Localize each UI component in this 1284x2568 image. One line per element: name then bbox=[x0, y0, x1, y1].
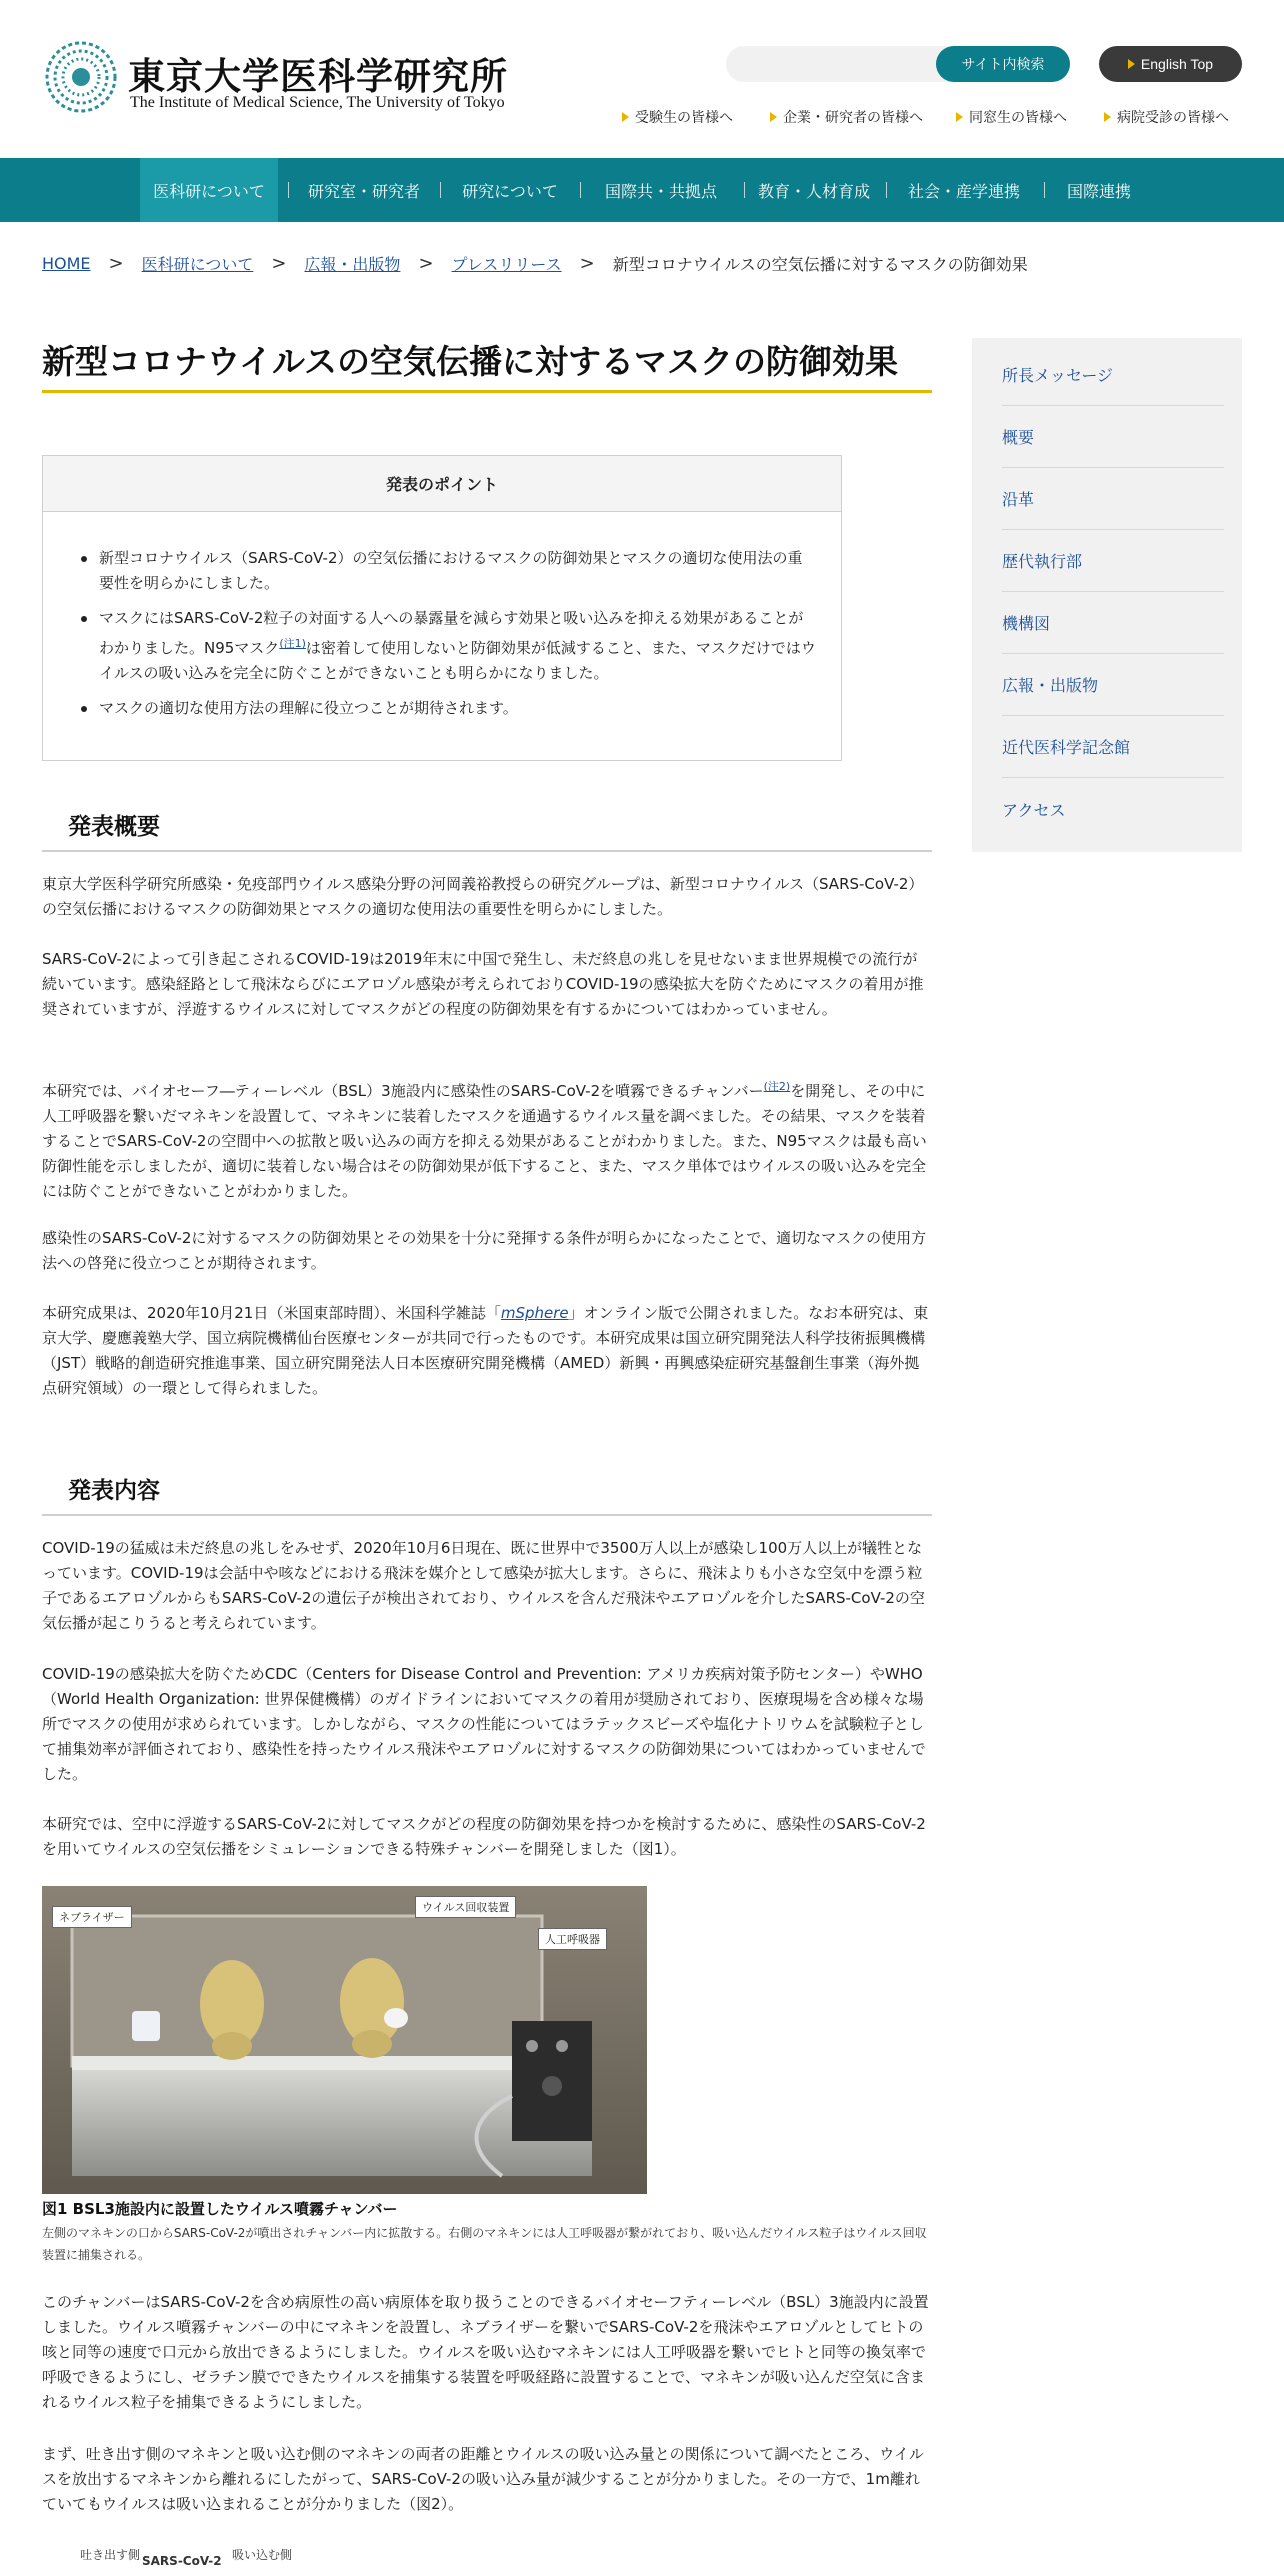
breadcrumb-current: 新型コロナウイルスの空気伝播に対するマスクの防御効果 bbox=[612, 254, 1028, 274]
logo-text-en: The Institute of Medical Science, The University of Tokyo bbox=[130, 94, 505, 111]
msphere-link[interactable]: mSphere bbox=[500, 1304, 569, 1322]
section-heading-summary: 発表概要 bbox=[42, 808, 932, 852]
nav-item-joint-usage[interactable]: 国際共・共拠点 bbox=[604, 181, 717, 201]
nav-separator bbox=[440, 182, 441, 198]
list-item: マスクにはSARS-CoV-2粒子の対面する人への暴露量を減らす効果と吸い込みを抑える効果があることがわかりました。N95マスク$^{(注1)}$は密着して使用しないと防御効果が低減すること、また、マスクだけではウイルスの吸い込みを完全に防ぐことができないことも明らかになりました。 bbox=[81, 606, 817, 686]
english-top-button[interactable] bbox=[1099, 46, 1242, 82]
nav-separator bbox=[1044, 182, 1045, 198]
site-search-button[interactable]: サイト内検索 bbox=[936, 46, 1070, 82]
content-paragraph-5: まず、吐き出す側のマネキンと吸い込む側のマネキンの両者の距離とウイルスの吸い込み量との関係について調べたところ、ウイルスを放出するマネキンから離れるにしたがって、SARS-CoV-2の吸い込み量が減少することが分かりました。その一方で、1m離れていてもウイルスは吸い込まれることが分かりました（図2）。 bbox=[42, 2445, 924, 2513]
audience-link-researchers[interactable]: 企業・研究者の皆様へ bbox=[770, 106, 923, 128]
nav-separator bbox=[580, 182, 581, 198]
site-logo[interactable] bbox=[42, 38, 522, 120]
figure-label-ventilator: 人工呼吸器 bbox=[538, 1928, 607, 1950]
breadcrumb-about[interactable]: 医科研について bbox=[141, 254, 254, 274]
nav-item-research[interactable]: 研究について bbox=[462, 181, 558, 201]
breadcrumb bbox=[42, 252, 1028, 274]
triangle-right-icon bbox=[770, 112, 777, 122]
section-heading-content: 発表内容 bbox=[42, 1472, 932, 1516]
key-points-box bbox=[42, 455, 842, 761]
key-points-list bbox=[43, 512, 841, 721]
sidebar-item-access[interactable]: アクセス bbox=[1002, 800, 1066, 820]
summary-paragraph-3: 本研究では、バイオセーフ―ティーレベル（BSL）3施設内に感染性のSARS-CoV-2を噴霧できるチャンバー$^{(注2)}$を開発し、その中に人工呼吸器を繋いだマネキンを設置して、マネキンに装着したマスクを通過するウイルス量を調べました。その結果、マスクを装着することでSARS-CoV-2の空間中への拡散と吸い込みの両方を抑える効果があることがわかりました。また、N95マスクは最も高い防御性能を示しましたが、適切に装着しない場合はその防御効果が低下すること、また、マスク単体ではウイルスの吸い込みを完全には防ぐことができないことがわかりました。 bbox=[42, 1080, 927, 1200]
breadcrumb-separator: > bbox=[271, 252, 287, 274]
triangle-right-icon bbox=[1128, 59, 1135, 69]
figure-2-label-virus: SARS-CoV-2 bbox=[142, 2554, 222, 2568]
sidebar-item-director-message[interactable]: 所長メッセージ bbox=[1002, 344, 1224, 406]
figure-2-partial bbox=[42, 2538, 442, 2568]
sidebar-item-museum[interactable]: 近代医科学記念館 bbox=[1002, 716, 1224, 778]
breadcrumb-separator: > bbox=[579, 252, 595, 274]
figure-2-label-exhale: 吐き出す側 bbox=[80, 2548, 141, 2562]
sidebar-item-executives[interactable]: 歴代執行部 bbox=[1002, 530, 1224, 592]
figure-1-caption: 左側のマネキンの口からSARS-CoV-2が噴出されチャンバー内に拡散する。右側のマネキンには人工呼吸器が繋がれており、吸い込んだウイルス粒子はウイルス回収装置に捕集される。 bbox=[42, 2226, 927, 2262]
content-paragraph-1: COVID-19の猛威は未だ終息の兆しをみせず、2020年10月6日現在、既に世界中で3500万人以上が感染し100万人以上が犠牲となっています。COVID-19は会話中や咳などにおける飛沫を媒介として感染が拡大します。さらに、飛沫よりも小さな空気中を漂う粒子であるエアロゾルからもSARS-CoV-2の遺伝子が検出されており、ウイルスを含んだ飛沫やエアロゾルを介したSARS-CoV-2の空気伝播が起こりうると考えられています。 bbox=[42, 1539, 925, 1632]
global-nav bbox=[0, 158, 1284, 222]
triangle-right-icon bbox=[1104, 112, 1111, 122]
summary-paragraph-4: 感染性のSARS-CoV-2に対するマスクの防御効果とその効果を十分に発揮する条件が明らかになったことで、適切なマスクの使用方法への啓発に役立つことが期待されます。 bbox=[42, 1229, 927, 1272]
title-underline bbox=[42, 390, 932, 393]
footnote-link-1[interactable]: (注1) bbox=[279, 637, 306, 650]
sidebar-item-overview[interactable]: 概要 bbox=[1002, 406, 1224, 468]
english-top-label: English Top bbox=[1140, 56, 1214, 72]
nav-item-about[interactable]: 医科研について bbox=[140, 158, 278, 222]
triangle-right-icon bbox=[956, 112, 963, 122]
content-paragraph-2: COVID-19の感染拡大を防ぐためCDC（Centers for Disease Control and Prevention: アメリカ疾病対策予防センター）やWHO（World Health Organization: 世界保健機構）のガイドラインにおいてマスクの着用が奨励されており、医療現場を含め様々な場所でマスクの使用が求められています。しかしながら、マスクの性能についてはラテックスビーズや塩化ナトリウムを試験粒子として捕集効率が評価されており、感染性を持ったウイルス飛沫やエアロゾルに対するマスクの防御効果についてはわかっていませんでした。 bbox=[42, 1665, 926, 1783]
site-search bbox=[726, 46, 1070, 82]
audience-link-alumni[interactable]: 同窓生の皆様へ bbox=[956, 106, 1067, 128]
sidebar-item-organization[interactable]: 機構図 bbox=[1002, 592, 1224, 654]
figure-1-title: 図1 BSL3施設内に設置したウイルス噴霧チャンバー bbox=[42, 2200, 398, 2218]
breadcrumb-publications[interactable]: 広報・出版物 bbox=[304, 254, 401, 274]
nav-separator bbox=[886, 182, 887, 198]
logo-text-ja: 東京大学医科学研究所 bbox=[128, 54, 508, 98]
triangle-right-icon bbox=[622, 112, 629, 122]
list-item: マスクの適切な使用方法の理解に役立つことが期待されます。 bbox=[81, 696, 817, 721]
sidebar-item-history[interactable]: 沿革 bbox=[1002, 468, 1224, 530]
content-paragraph-4: このチャンバーはSARS-CoV-2を含め病原性の高い病原体を取り扱うことのできるバイオセーフティーレベル（BSL）3施設内に設置しました。ウイルス噴霧チャンバーの中にマネキンを設置し、ネブライザーを繋いでSARS-CoV-2を飛沫やエアロゾルとしてヒトの咳と同等の速度で口元から放出できるようにしました。ウイルスを吸い込むマネキンには人工呼吸器を繋いでヒトと同等の換気率で呼吸できるようにし、ゼラチン膜でできたウイルスを捕集する装置を呼吸経路に設置することで、マネキンが吸い込んだ空気に含まれるウイルス粒子を捕集できるようにしました。 bbox=[42, 2293, 929, 2411]
summary-paragraph-5: 本研究成果は、2020年10月21日（米国東部時間）、米国科学雑誌「mSphere」オンライン版で公開されました。なお本研究は、東京大学、慶應義塾大学、国立病院機構仙台医療センターが共同で行ったものです。本研究成果は国立研究開発法人科学技術振興機構（JST）戦略的創造研究推進事業、国立研究開発法人日本医療研究開発機構（AMED）新興・再興感染症研究基盤創生事業（海外拠点研究領域）の一環として得られました。 bbox=[42, 1304, 929, 1397]
nav-item-education[interactable]: 教育・人材育成 bbox=[757, 181, 870, 201]
sidebar-item-publications[interactable]: 広報・出版物 bbox=[1002, 654, 1224, 716]
search-input[interactable] bbox=[726, 46, 956, 82]
nav-item-labs[interactable]: 研究室・研究者 bbox=[307, 181, 420, 201]
summary-paragraph-1: 東京大学医科学研究所感染・免疫部門ウイルス感染分野の河岡義裕教授らの研究グループは、新型コロナウイルス（SARS-CoV-2）の空気伝播におけるマスクの防御効果とマスクの適切な使用法の重要性を明らかにしました。 bbox=[42, 875, 924, 918]
key-points-heading: 発表のポイント bbox=[43, 456, 841, 512]
audience-link-patients[interactable]: 病院受診の皆様へ bbox=[1104, 106, 1229, 128]
logo-emblem-icon bbox=[42, 38, 120, 116]
sidebar bbox=[972, 338, 1242, 852]
figure-1-photo bbox=[42, 1886, 647, 2194]
section-divider bbox=[42, 850, 932, 852]
breadcrumb-separator: > bbox=[418, 252, 434, 274]
figure-label-virus-collector: ウイルス回収装置 bbox=[415, 1896, 516, 1918]
summary-paragraph-2: SARS-CoV-2によって引き起こされるCOVID-19は2019年末に中国で発生し、未だ終息の兆しを見せないまま世界規模での流行が続いています。感染経路として飛沫ならびにエアロゾル感染が考えられておりCOVID-19の感染拡大を防ぐためにマスクの着用が推奨されていますが、浮遊するウイルスに対してマスクがどの程度の防御効果を有するかについてはわかっていません。 bbox=[42, 950, 924, 1018]
figure-2-label-inhale: 吸い込む側 bbox=[232, 2548, 293, 2562]
audience-link-students[interactable]: 受験生の皆様へ bbox=[622, 106, 733, 128]
content-paragraph-3: 本研究では、空中に浮遊するSARS-CoV-2に対してマスクがどの程度の防御効果を持つかを検討するために、感染性のSARS-CoV-2を用いてウイルスの空気伝播をシミュレーションできる特殊チャンバーを開発しました（図1）。 bbox=[42, 1815, 926, 1858]
breadcrumb-separator: > bbox=[108, 252, 124, 274]
figure-label-nebulizer: ネブライザー bbox=[52, 1906, 132, 1928]
section-divider bbox=[42, 1514, 932, 1516]
nav-separator bbox=[288, 182, 289, 198]
nav-item-industry[interactable]: 社会・産学連携 bbox=[907, 181, 1020, 201]
page-title: 新型コロナウイルスの空気伝播に対するマスクの防御効果 bbox=[42, 342, 899, 381]
footnote-link-2[interactable]: (注2) bbox=[763, 1080, 791, 1093]
list-item: 新型コロナウイルス（SARS-CoV-2）の空気伝播におけるマスクの防御効果とマスクの適切な使用法の重要性を明らかにしました。 bbox=[81, 546, 817, 596]
nav-separator bbox=[744, 182, 745, 198]
nav-item-international[interactable]: 国際連携 bbox=[1066, 181, 1131, 201]
site-header bbox=[0, 0, 1284, 158]
breadcrumb-press-releases[interactable]: プレスリリース bbox=[451, 254, 562, 274]
breadcrumb-home[interactable]: HOME bbox=[42, 253, 91, 273]
